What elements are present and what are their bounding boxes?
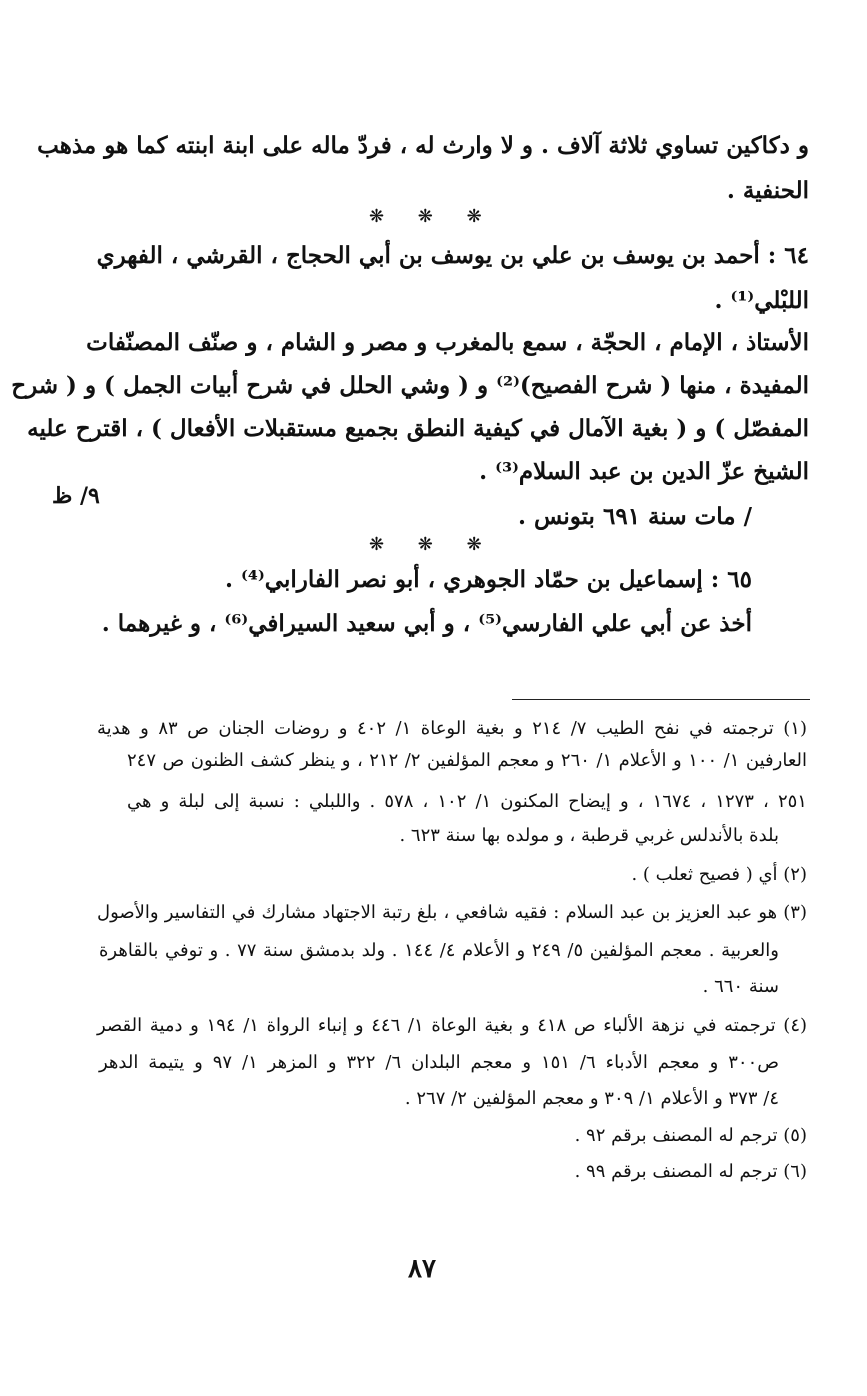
footnote-line: العارفين ١/ ١٠٠ و الأعلام ١/ ٢٦٠ و معجم المؤلفين ٢/ ٢١٢ ، و ينظر كشف الظنون ص ٢٤٧ xyxy=(127,750,807,771)
footnote-line: ٤/ ٣٧٣ و الأعلام ١/ ٣٠٩ و معجم المؤلفين ٢/ ٢٦٧ . xyxy=(404,1088,779,1109)
footnote-line: (٣) هو عبد العزيز بن عبد السلام : فقيه شافعي ، بلغ رتبة الاجتهاد مشارك في التفاسير والأصول xyxy=(97,902,807,923)
footnote-line: بلدة بالأندلس غربي قرطبة ، و مولده بها سنة ٦٢٣ . xyxy=(399,825,779,846)
section-ornament: ❋ ❋ ❋ xyxy=(369,534,496,555)
margin-folio-note: ٩/ ظ xyxy=(52,483,100,509)
footnote-line: ٢٥١ ، ١٢٧٣ ، ١٦٧٤ ، و إيضاح المكنون ١/ ١٠٢ ، ٥٧٨ . واللبلي : نسبة إلى لبلة و هي xyxy=(127,791,807,812)
entry-heading-65: ٦٥ : إسماعيل بن حمّاد الجوهري ، أبو نصر الفارابي⁽⁴⁾ . xyxy=(225,566,752,593)
footnote-line: سنة ٦٦٠ . xyxy=(702,976,779,997)
text-line: الحنفية . xyxy=(726,177,809,204)
entry-heading-64: ٦٤ : أحمد بن يوسف بن علي بن يوسف بن أبي الحجاج ، القرشي ، الفهري xyxy=(96,242,809,269)
footnote-line: (٤) ترجمته في نزهة الألباء ص ٤١٨ و بغية الوعاة ١/ ٤٤٦ و إنباء الرواة ١/ ١٩٤ و دمية القصر xyxy=(97,1015,808,1036)
section-ornament: ❋ ❋ ❋ xyxy=(369,206,496,227)
footnote-line: (١) ترجمته في نفح الطيب ٧/ ٢١٤ و بغية الوعاة ١/ ٤٠٢ و روضات الجنان ص ٨٣ و هدية xyxy=(97,718,807,739)
text-line: اللبْلي⁽¹⁾ . xyxy=(714,287,809,314)
text-line: الأستاذ ، الإمام ، الحجّة ، سمع بالمغرب و مصر و الشام ، و صنّف المصنّفات xyxy=(86,329,809,356)
page-number: ٨٧ xyxy=(408,1254,436,1284)
text-line: و دكاكين تساوي ثلاثة آلاف . و لا وارث له ، فردّ ماله على ابنة ابنته كما هو مذهب xyxy=(37,132,809,159)
footnote-separator xyxy=(512,699,810,700)
text-line: / مات سنة ٦٩١ بتونس . xyxy=(518,503,752,530)
text-line: المفصّل ) و ( بغية الآمال في كيفية النطق بجميع مستقبلات الأفعال ) ، اقترح عليه xyxy=(27,415,809,442)
footnote-line: والعربية . معجم المؤلفين ٥/ ٢٤٩ و الأعلام ٤/ ١٤٤ . ولد بدمشق سنة ٧٧ . و توفي بالقاهرة xyxy=(99,940,779,961)
footnote-line: (٦) ترجم له المصنف برقم ٩٩ . xyxy=(574,1161,807,1182)
text-line: المفيدة ، منها ( شرح الفصيح)⁽²⁾ و ( وشي الحلل في شرح أبيات الجمل ) و ( شرح xyxy=(11,372,809,399)
text-line: الشيخ عزّ الدين بن عبد السلام⁽³⁾ . xyxy=(479,458,809,485)
text-line: أخذ عن أبي علي الفارسي⁽⁵⁾ ، و أبي سعيد السيرافي⁽⁶⁾ ، و غيرهما . xyxy=(101,610,752,637)
footnote-line: (٢) أي ( فصيح ثعلب ) . xyxy=(631,864,807,885)
footnote-line: ص٣٠٠ و معجم الأدباء ٦/ ١٥١ و معجم البلدان ٦/ ٣٢٢ و المزهر ١/ ٩٧ و يتيمة الدهر xyxy=(99,1052,780,1073)
footnote-line: (٥) ترجم له المصنف برقم ٩٢ . xyxy=(574,1125,807,1146)
